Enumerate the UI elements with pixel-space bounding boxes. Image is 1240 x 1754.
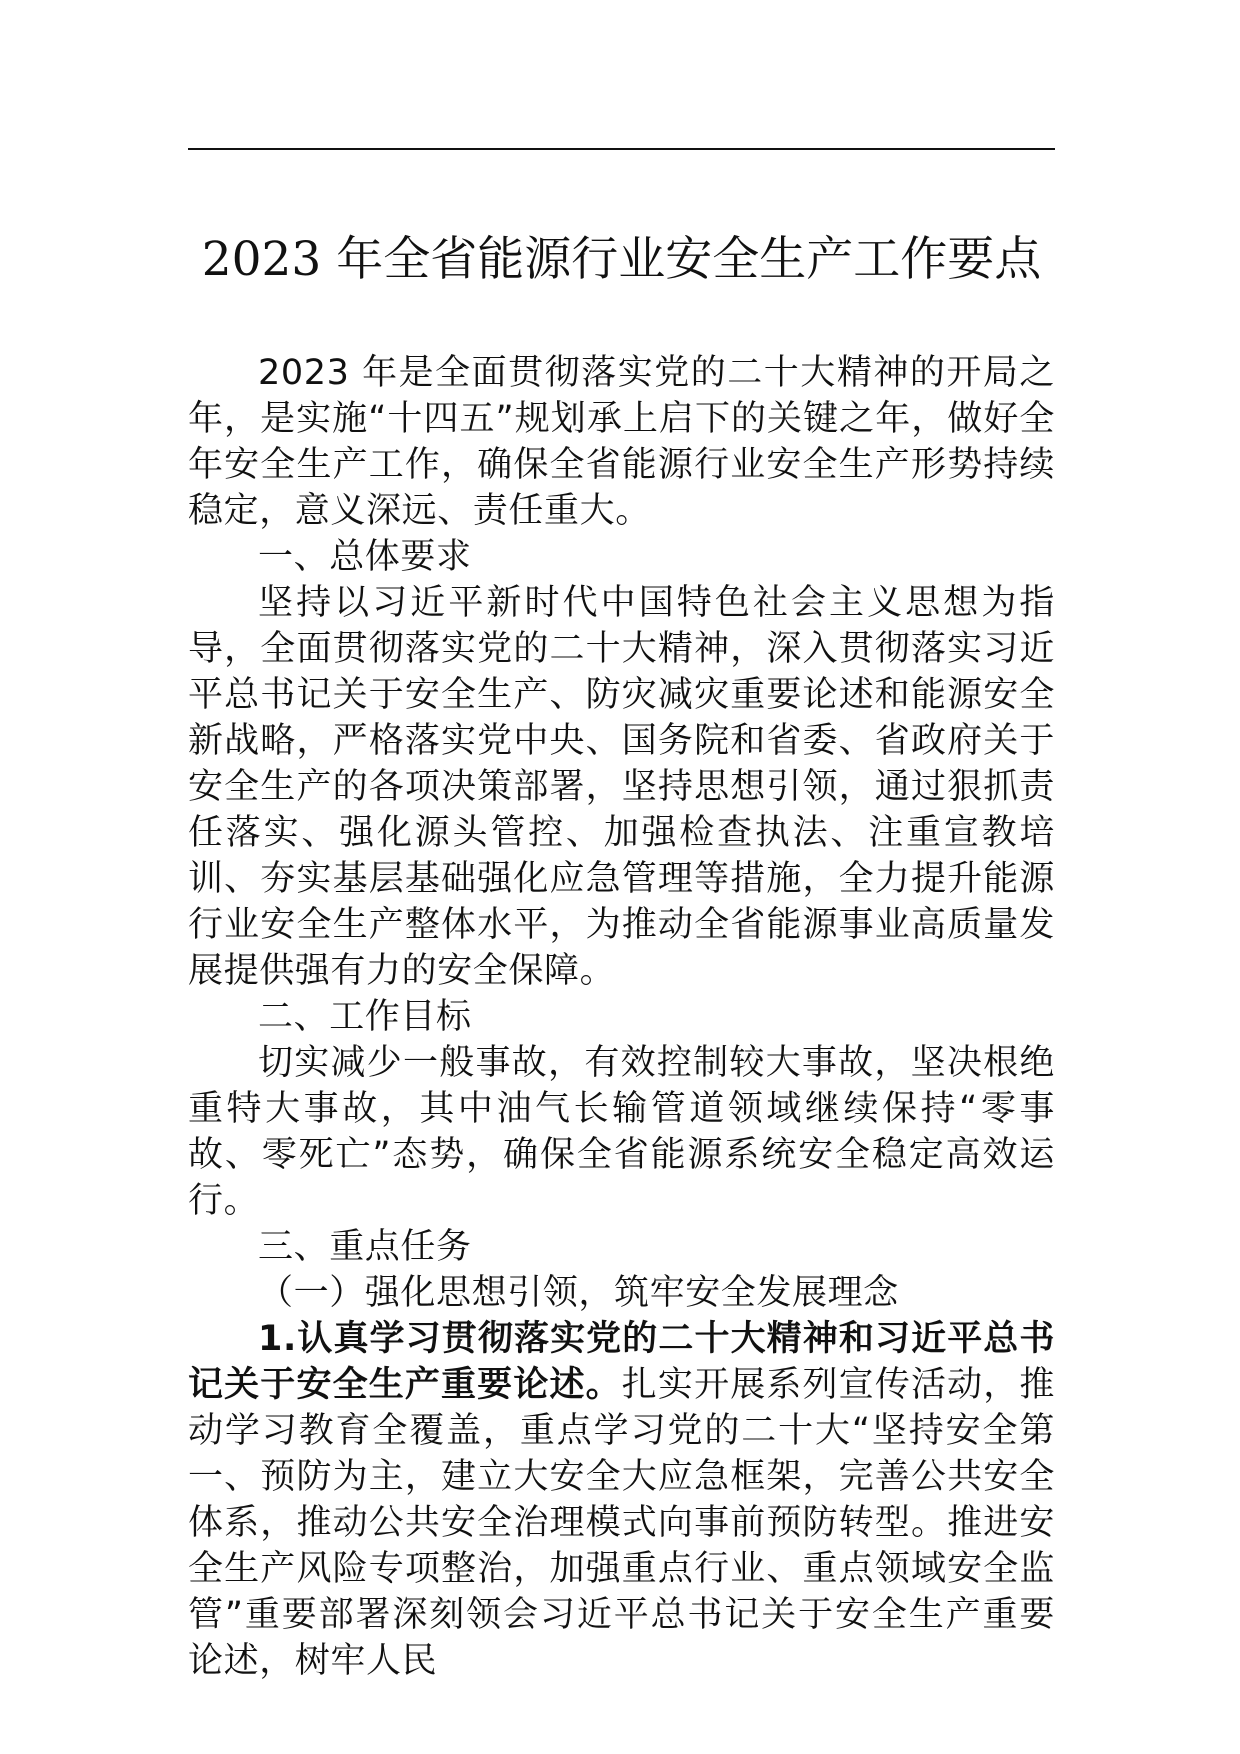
section-heading-work-goals: 二、工作目标	[258, 997, 472, 1037]
item-1-bold-lead: 1.认真学习贯彻落实党的二十大精神和习近平总书记关于安全生产重要论述。	[188, 1319, 1055, 1405]
general-requirements-paragraph: 坚持以习近平新时代中国特色社会主义思想为指导，全面贯彻落实党的二十大精神，深入贯彻落实习近平总书记关于安全生产、防灾减灾重要论述和能源安全新战略，严格落实党中央、国务院和省委、省政府关于安全生产的各项决策部署，坚持思想引领，通过狠抓责任落实、强化源头管控、加强检查执法、注重宣教培训、夯实基层基础强化应急管理等措施，全力提升能源行业安全生产整体水平，为推动全省能源事业高质量发展提供强有力的安全保障。	[188, 583, 1055, 991]
document-body	[188, 350, 1055, 1684]
item-1-paragraph	[188, 1316, 1055, 1684]
subsection-heading-1: （一）强化思想引领，筑牢安全发展理念	[258, 1273, 899, 1313]
section-heading-key-tasks: 三、重点任务	[258, 1227, 472, 1267]
section-heading-general-requirements: 一、总体要求	[258, 537, 472, 577]
header-rule	[188, 148, 1055, 150]
work-goals-paragraph: 切实减少一般事故，有效控制较大事故，坚决根绝重特大事故，其中油气长输管道领域继续保持“零事故、零死亡”态势，确保全省能源系统安全稳定高效运行。	[188, 1043, 1055, 1221]
intro-paragraph: 2023 年是全面贯彻落实党的二十大精神的开局之年，是实施“十四五”规划承上启下的关键之年，做好全年安全生产工作，确保全省能源行业安全生产形势持续稳定，意义深远、责任重大。	[188, 353, 1055, 531]
document-title: 2023 年全省能源行业安全生产工作要点	[201, 232, 1042, 287]
item-1-text: 扎实开展系列宣传活动，推动学习教育全覆盖，重点学习党的二十大“坚持安全第一、预防为主，建立大安全大应急框架，完善公共安全体系，推动公共安全治理模式向事前预防转型。推进安全生产风险专项整治，加强重点行业、重点领域安全监管”重要部署深刻领会习近平总书记关于安全生产重要论述，树牢人民	[188, 1365, 1056, 1681]
